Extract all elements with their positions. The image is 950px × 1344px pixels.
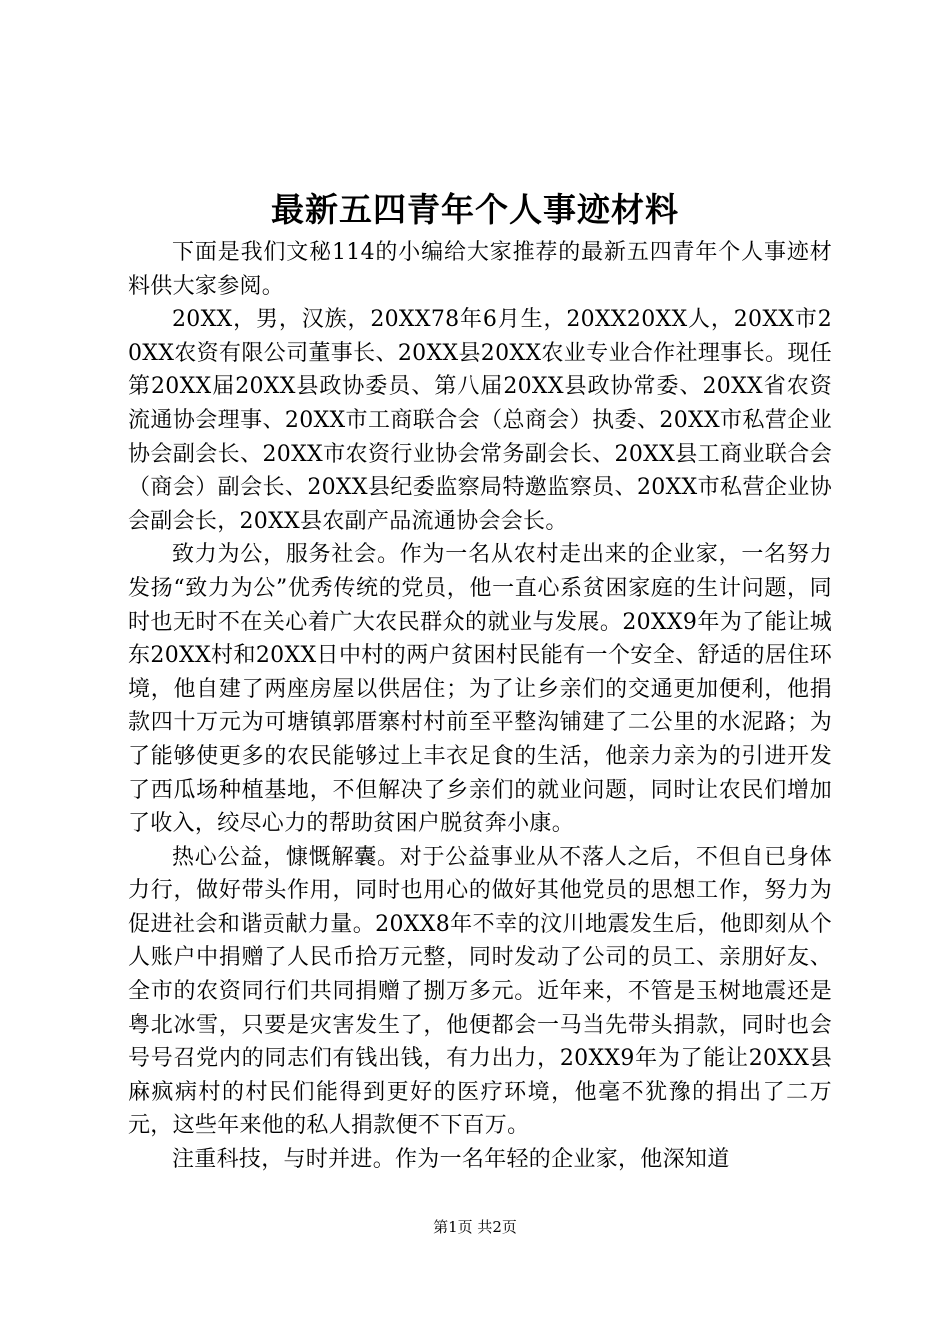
document-body [128, 236, 832, 1177]
technology-paragraph: 注重科技，与时并进。作为一名年轻的企业家，他深知道 [172, 1147, 730, 1173]
document-title: 最新五四青年个人事迹材料 [271, 190, 679, 229]
charity-paragraph: 热心公益，慷慨解囊。对于公益事业从不落人之后，不但自已身体力行，做好带头作用，同时也用心的做好其他党员的思想工作，努力为促进社会和谐贡献力量。20XX8年不幸的汶川地震发生后，他即刻从个人账户中捐赠了人民币拾万元整，同时发动了公司的员工、亲朋好友、全市的农资同行们共同捐赠了捌万多元。近年来，不管是玉树地震还是粤北冰雪，只要是灾害发生了，他便都会一马当先带头捐款，同时也会号号召党内的同志们有钱出钱，有力出力，20XX9年为了能让20XX县麻疯病村的村民们能得到更好的医疗环境，他毫不犹豫的捐出了二万元，这些年来他的私人捐款便不下百万。 [128, 844, 832, 1139]
profile-paragraph: 20XX，男，汉族，20XX78年6月生，20XX20XX人，20XX市20XX农资有限公司董事长、20XX县20XX农业专业合作社理事长。现任第20XX届20XX县政协委员、第八届20XX县政协常委、20XX省农资流通协会理事、20XX市工商联合会（总商会）执委、20XX市私营企业协会副会长、20XX市农资行业协会常务副会长、20XX县工商业联合会（商会）副会长、20XX县纪委监察局特邀监察员、20XX市私营企业协会副会长，20XX县农副产品流通协会会长。 [128, 307, 832, 534]
page-number-footer: 第1页 共2页 [433, 1218, 517, 1236]
intro-paragraph: 下面是我们文秘114的小编给大家推荐的最新五四青年个人事迹材料供大家参阅。 [128, 240, 832, 299]
public-service-paragraph: 致力为公，服务社会。作为一名从农村走出来的企业家，一名努力发扬“致力为公”优秀传统的党员，他一直心系贫困家庭的生计问题，同时也无时不在关心着广大农民群众的就业与发展。20XX9年为了能让城东20XX村和20XX日中村的两户贫困村民能有一个安全、舒适的居住环境，他自建了两座房屋以供居住；为了让乡亲们的交通更加便利，他捐款四十万元为可塘镇郭厝寨村村前至平整沟铺建了二公里的水泥路；为了能够使更多的农民能够过上丰衣足食的生活，他亲力亲为的引进开发了西瓜场种植基地，不但解决了乡亲们的就业问题，同时让农民们增加了收入，绞尽心力的帮助贫困户脱贫奔小康。 [128, 542, 832, 837]
